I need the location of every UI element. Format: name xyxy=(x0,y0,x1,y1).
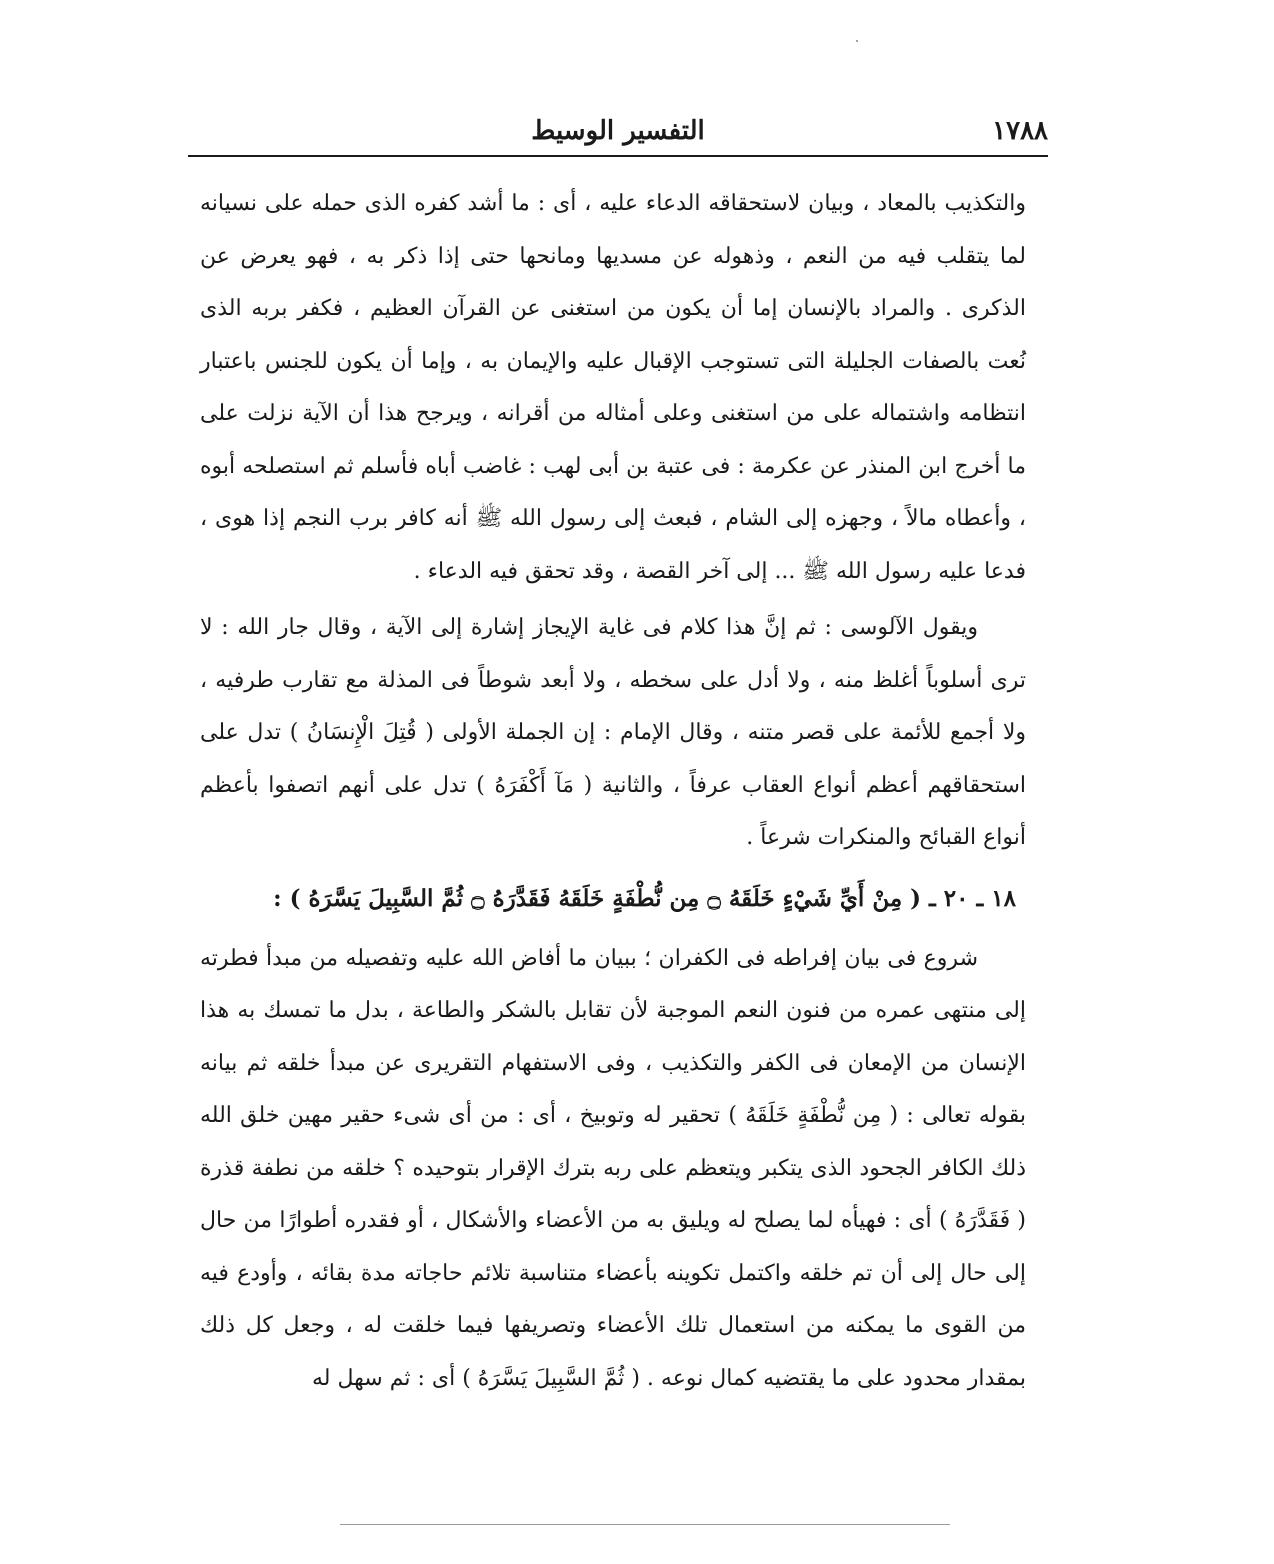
paragraph xyxy=(200,178,1026,598)
footer-rule xyxy=(340,1524,950,1525)
paragraph-text: ويقول الآلوسى : ثم إنَّ هذا كلام فى غاية الإيجاز إشارة إلى الآية ، وقال جار الله : لا ترى أسلوباً أغلظ منه ، ولا أدل على سخطه ، ولا أبعد شوطاً فى المذلة مع تقارب طرفيه ، ولا أجمع للأئمة على قصر متنه ، وقال الإمام : إن الجملة الأولى ( قُتِلَ الْإِنسَانُ ) تدل على استحقاقهم أعظم أنواع العقاب عرفاً ، والثانية ( مَآ أَكْفَرَهُ ) تدل على أنهم اتصفوا بأعظم أنواع القبائح والمنكرات شرعاً . xyxy=(200,615,1026,850)
running-title: التفسير الوسيط xyxy=(531,116,705,146)
header-rule xyxy=(188,155,1048,157)
page-number: ١٧٨٨ xyxy=(992,116,1048,146)
page-header xyxy=(188,116,1048,156)
paragraph-text: والتكذيب بالمعاد ، وبيان لاستحقاقه الدعاء عليه ، أى : ما أشد كفره الذى حمله على نسيانه لما يتقلب فيه من النعم ، وذهوله عن مسديها ومانحها حتى إذا ذكر به ، فهو يعرض عن الذكرى . والمراد بالإنسان إما أن يكون من استغنى عن القرآن العظيم ، فكفر بربه الذى نُعت بالصفات الجليلة التى تستوجب الإقبال عليه والإيمان به ، وإما أن يكون للجنس باعتبار انتظامه واشتماله على من استغنى وعلى أمثاله من أقرانه ، ويرجح هذا أن الآية نزلت على ما أخرج ابن المنذر عن عكرمة : فى عتبة بن أبى لهب : غاضب أباه فأسلم ثم استصلحه أبوه ، وأعطاه مالاً ، وجهزه إلى الشام ، فبعث إلى رسول الله ﷺ أنه كافر برب النجم إذا هوى ، فدعا عليه رسول الله ﷺ ... إلى آخر القصة ، وقد تحقق فيه الدعاء . xyxy=(200,191,1026,584)
paragraph xyxy=(200,602,1026,865)
commentary-text: شروع فى بيان إفراطه فى الكفران ؛ ببيان ما أفاض الله عليه وتفصيله من مبدأ فطرته إلى منتهى عمره من فنون النعم الموجبة لأن تقابل بالشكر والطاعة ، بدل ما تمسك به هذا الإنسان من الإمعان فى الكفر والتكذيب ، وفى الاستفهام التقريرى عن مبدأ خلقه ثم بيانه بقوله تعالى : ( مِن نُّطْفَةٍ خَلَقَهُ ) تحقير له وتوبيخ ، أى : من أى شىء حقير مهين خلق الله ذلك الكافر الجحود الذى يتكبر ويتعظم على ربه بترك الإقرار بتوحيده ؟ خلقه من نطفة قذرة ( فَقَدَّرَهُ ) أى : فهيأه لما يصلح له ويليق به من الأعضاء والأشكال ، أو فقدره أطوارًا من حال إلى حال إلى أن تم خلقه واكتمل تكوينه بأعضاء متناسبة تلائم حاجاته مدة بقائه ، وأودع فيه من القوى ما يمكنه من استعمال تلك الأعضاء وتصريفها فيما خلقت له ، وجعل كل ذلك بمقدار محدود على ما يقتضيه كمال نوعه . ( ثُمَّ السَّبِيلَ يَسَّرَهُ ) أى : ثم سهل له xyxy=(200,945,1026,1391)
verse-heading: ١٨ ـ ٢٠ ـ ( مِنْ أَيِّ شَيْءٍ خَلَقَهُ ۝ مِن نُّطْفَةٍ خَلَقَهُ فَقَدَّرَهُ ۝ ثُمَّ السَّبِيلَ يَسَّرَهُ ) : xyxy=(273,884,1016,912)
scan-speck xyxy=(856,40,858,42)
commentary-paragraph xyxy=(200,933,1026,1406)
body-text xyxy=(200,178,1026,1405)
